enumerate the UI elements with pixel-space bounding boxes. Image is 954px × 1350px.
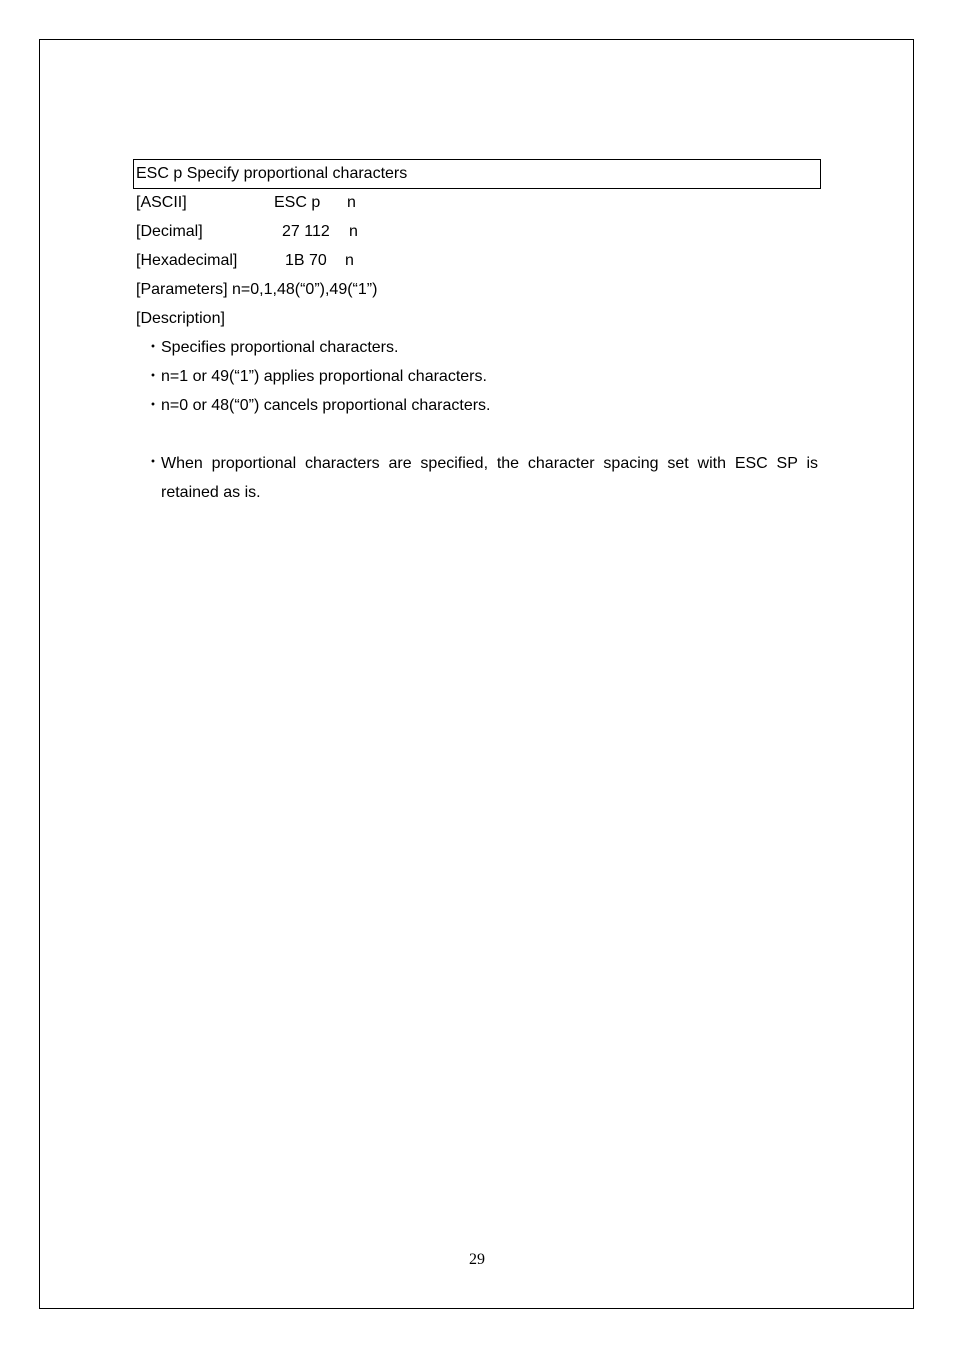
- bullet-mark: ・: [145, 397, 162, 414]
- parameters: [Parameters] n=0,1,48(“0”),49(“1”): [136, 281, 378, 298]
- bullet-item: n=0 or 48(“0”) cancels proportional characters.: [161, 397, 491, 414]
- bullet-mark: ・: [145, 339, 162, 356]
- ascii-command: ESC p: [274, 194, 321, 211]
- note-paragraph: When proportional characters are specified, the character spacing set with ESC SP is retained as is.: [161, 455, 818, 501]
- decimal-command: 27 112: [282, 223, 330, 240]
- bullet-item: Specifies proportional characters.: [161, 339, 399, 356]
- page-number: 29: [469, 1251, 485, 1268]
- bullet-item: n=1 or 49(“1”) applies proportional characters.: [161, 368, 487, 385]
- decimal-label: [Decimal]: [136, 223, 203, 240]
- command-title: ESC p Specify proportional characters: [133, 159, 821, 189]
- ascii-param: n: [347, 194, 356, 211]
- hex-label: [Hexadecimal]: [136, 252, 238, 269]
- hex-param: n: [345, 252, 354, 269]
- hex-command: 1B 70: [285, 252, 327, 269]
- decimal-param: n: [349, 223, 358, 240]
- description-heading: [Description]: [136, 310, 225, 327]
- bullet-mark: ・: [145, 368, 162, 385]
- bullet-mark: ・: [145, 454, 162, 471]
- ascii-label: [ASCII]: [136, 194, 187, 211]
